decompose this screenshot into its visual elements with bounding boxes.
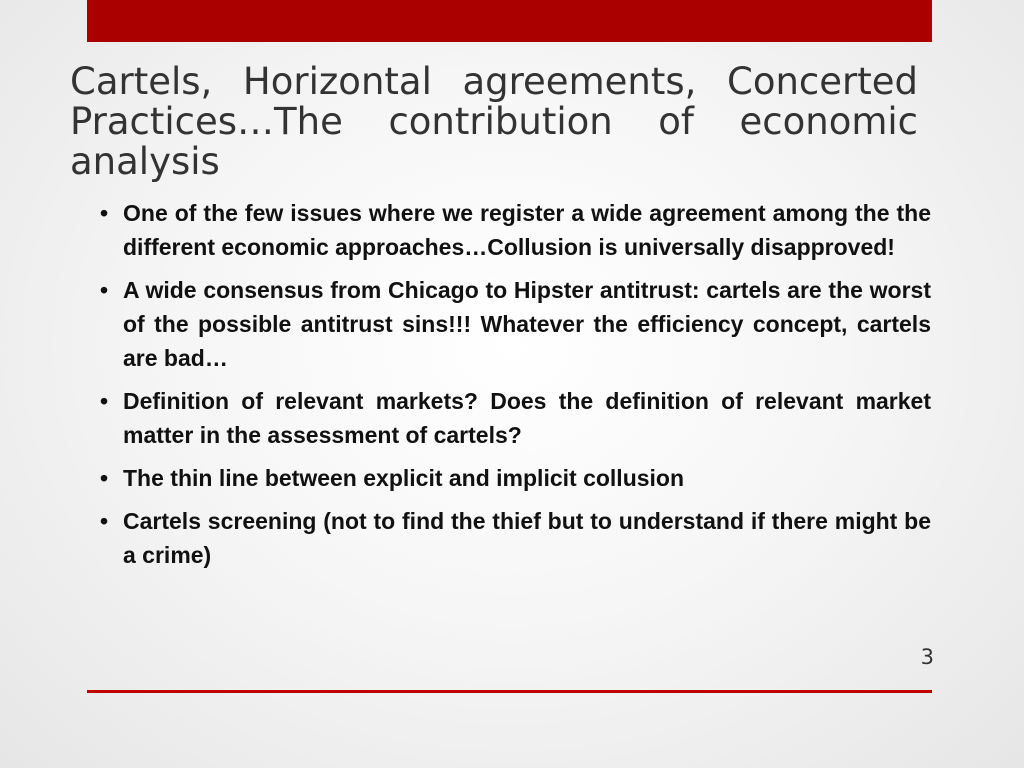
bullet-icon: • (100, 277, 109, 303)
bullet-text: Cartels screening (not to find the thief but to understand if there might be a crime) (123, 508, 931, 568)
bullet-icon: • (100, 388, 109, 414)
bullet-icon: • (100, 200, 109, 226)
bullet-item (100, 461, 931, 495)
bullet-icon: • (100, 465, 109, 491)
bottom-divider (87, 690, 932, 693)
bullet-text: One of the few issues where we register a wide agreement among the the different economic approaches…Collusion is universally disapproved! (123, 200, 931, 260)
slide-title: Cartels, Horizontal agreements, Concerted Practices…The contribution of economic analysis (70, 60, 918, 183)
bullet-text: The thin line between explicit and implicit collusion (123, 465, 685, 491)
page-number: 3 (920, 645, 934, 669)
bullet-item (100, 504, 931, 572)
bullet-item (100, 273, 931, 375)
bullet-text: A wide consensus from Chicago to Hipster antitrust: cartels are the worst of the possible antitrust sins!!! Whatever the efficiency concept, cartels are bad… (123, 277, 931, 371)
bullet-item (100, 384, 931, 452)
top-accent-bar (87, 0, 932, 42)
bullet-icon: • (100, 508, 109, 534)
bullet-text: Definition of relevant markets? Does the definition of relevant market matter in the assessment of cartels? (123, 388, 931, 448)
bullet-item (100, 196, 931, 264)
bullet-list (100, 196, 931, 581)
